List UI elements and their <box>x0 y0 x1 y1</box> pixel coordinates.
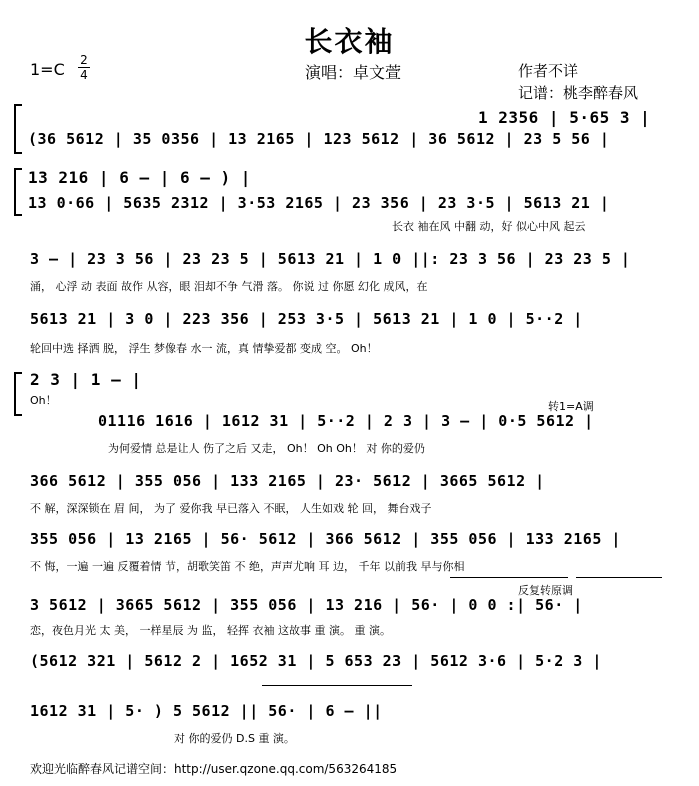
key-signature: 1=C <box>30 60 65 79</box>
notation-line: 01116 1616 | 1612 31 | 5··2 | 2 3 | 3 – | 0·5 5612 | <box>98 412 594 430</box>
meter-bottom: 4 <box>80 68 88 82</box>
notation-line: 1612 31 | 5· ) 5 5612 || 56· | 6 – || <box>30 702 383 720</box>
notation-line: 5613 21 | 3 0 | 223 356 | 253 3·5 | 5613 21 | 1 0 | 5··2 | <box>30 310 583 328</box>
lyric-line: 恋，夜色月光 太 美， 一样星辰 为 监， 轻挥 衣袖 这故事 重 演。 重 演。 <box>30 624 391 637</box>
notation-line: 3 5612 | 3665 5612 | 355 056 | 13 216 | 56· | 0 0 :| 56· | <box>30 596 583 614</box>
meter-top: 2 <box>80 53 88 67</box>
lyric-line: 对 你的爱仍 D.S 重 演。 <box>174 732 295 745</box>
song-title: 长衣袖 <box>304 25 395 58</box>
lyric-line: 不 解，深深锁在 眉 间， 为了 爱你我 早已落入 不眠， 人生如戏 轮 回， 舞台戏子 <box>30 502 432 515</box>
notation-line: 2 3 | 1 – | <box>30 370 142 389</box>
notation-line: 355 056 | 13 2165 | 56· 5612 | 366 5612 | 355 056 | 133 2165 | <box>30 530 621 548</box>
notation-line: 13 0·66 | 5635 2312 | 3·53 2165 | 23 356 | 23 3·5 | 5613 21 | <box>28 194 610 212</box>
system-brace <box>14 372 22 416</box>
system-brace <box>14 104 22 154</box>
notation-line: (5612 321 | 5612 2 | 1652 31 | 5 653 23 | 5612 3·6 | 5·2 3 | <box>30 652 602 670</box>
lyric-line: 轮回中选 择洒 脱， 浮生 梦像春 水一 流，真 情挚爱都 变成 空。 Oh！ <box>30 342 378 355</box>
key-change-mark: 转1=A调 <box>548 400 594 413</box>
singer-credit: 演唱：卓文萱 <box>305 63 402 82</box>
notation-line: 1 2356 | 5·65 3 | <box>478 108 651 127</box>
notation-line: 13 216 | 6 – | 6 – ) | <box>28 168 251 187</box>
notation-line: 3 – | 23 3 56 | 23 23 5 | 5613 21 | 1 0 ||: 23 3 56 | 23 23 5 | <box>30 250 631 268</box>
notation-line: 366 5612 | 355 056 | 133 2165 | 23· 5612 | 3665 5612 | <box>30 472 545 490</box>
time-signature <box>78 54 90 81</box>
lyric-line: 涌， 心浮 动 表面 故作 从容，眼 泪却不争 气滑 落。 你说 过 你愿 幻化 成风，在 <box>30 280 428 293</box>
repeat-mark: 反复转原调 <box>518 584 573 597</box>
lyric-line: 不 悔，一遍 一遍 反覆着情 节，胡歌笑笛 不 绝，声声尤响 耳 边， 千年 以前我 早与你相 <box>30 560 465 573</box>
footer-credit: 欢迎光临醉春风记谱空间：http://user.qzone.qq.com/563264185 <box>30 762 398 776</box>
lyric-line: Oh！ <box>30 394 57 407</box>
lyric-line: 长衣 袖在风 中翻 动，好 似心中风 起云 <box>392 220 586 233</box>
system-brace <box>14 168 22 216</box>
lyric-line: 为何爱情 总是让人 伤了之后 又走， Oh！ Oh Oh！ 对 你的爱仍 <box>108 442 425 455</box>
composer-credit: 作者不详 <box>518 62 579 80</box>
transcriber-credit: 记谱：桃李醉春风 <box>518 84 639 102</box>
notation-line: (36 5612 | 35 0356 | 13 2165 | 123 5612 | 36 5612 | 23 5 56 | <box>28 130 610 148</box>
